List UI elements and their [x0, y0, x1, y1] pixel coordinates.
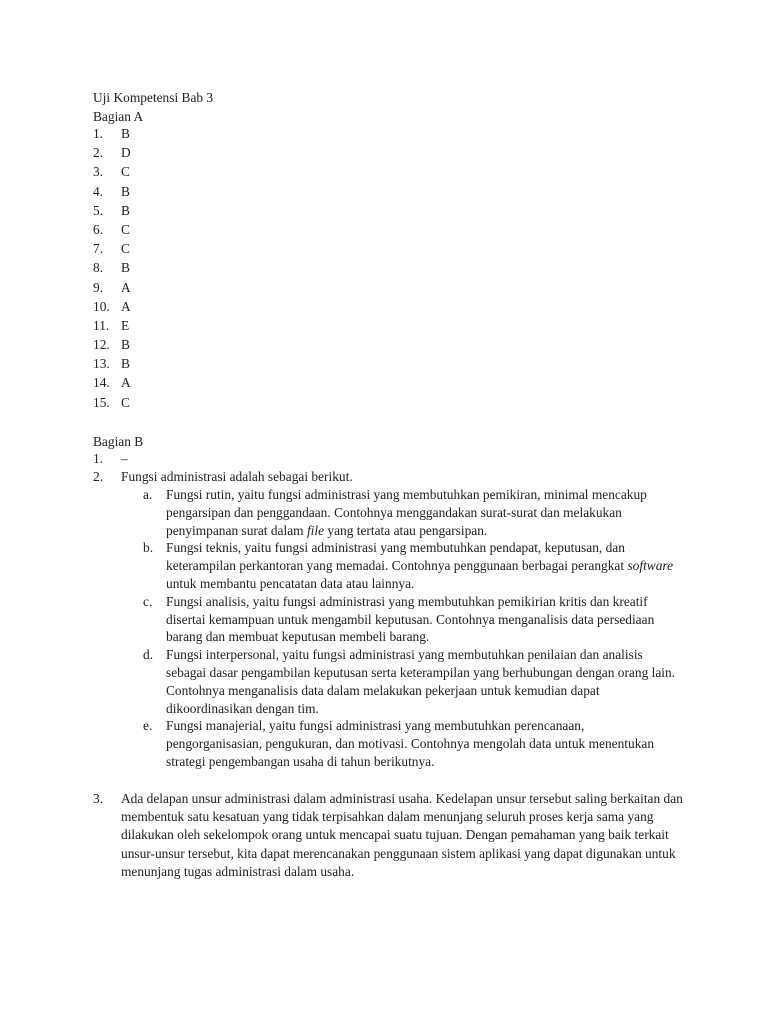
- sublist-italic-term: file: [306, 522, 325, 538]
- sublist-text: Fungsi rutin, yaitu fungsi administrasi yang membutuhkan pemikiran, minimal mencakup pengarsipan dan penggandaan. Contohnya menggandakan surat-surat dan melakukan penyimpanan surat dalam: [166, 487, 647, 538]
- item-answer: C: [121, 394, 130, 410]
- sublist-text: Fungsi manajerial, yaitu fungsi administrasi yang membutuhkan perencanaan, pengorganisasian, pengukuran, dan motivasi. Contohnya mengolah data untuk menentukan strategi pengembangan usaha di tahun berikutnya.: [166, 718, 655, 769]
- sublist-item: [143, 717, 683, 770]
- item-number: 1.: [93, 451, 104, 466]
- item-answer: A: [121, 375, 131, 391]
- item-answer: B: [121, 337, 130, 353]
- item-number: 1.: [93, 126, 104, 141]
- sublist-letter: a.: [143, 487, 153, 502]
- item-number: 6.: [93, 221, 104, 237]
- sublist-item: [143, 646, 683, 717]
- item-number: 2.: [93, 469, 104, 484]
- item-text: –: [121, 451, 128, 466]
- section-a-heading: Bagian A: [93, 109, 144, 124]
- item-number: 13.: [93, 356, 110, 372]
- sublist-letter: d.: [143, 647, 154, 663]
- item-number: 7.: [93, 241, 104, 257]
- sublist-text-end: yang tertata atau pengarsipan.: [324, 522, 488, 538]
- item-paragraph: Ada delapan unsur administrasi dalam administrasi usaha. Kedelapan unsur tersebut saling berkaitan dan membentuk satu kesatuan yang tidak terpisahkan dalam menunjang seluruh proses kerja sama yang dilakukan oleh sekelompok orang untuk mencapai suatu tujuan. Dengan pemahaman yang baik terkait unsur-unsur tersebut, kita dapat merencanakan penggunaan sistem aplikasi yang dapat digunakan untuk menunjang tugas administrasi dalam usaha.: [121, 791, 683, 879]
- sublist-letter: b.: [143, 540, 154, 556]
- item-answer: B: [121, 183, 130, 199]
- function-sublist: [143, 486, 683, 771]
- item-number: 5.: [93, 202, 104, 218]
- sublist-italic-term: software: [627, 558, 674, 574]
- sublist-text-end: untuk membantu pencatatan data atau lainnya.: [166, 575, 415, 591]
- item-answer: A: [121, 298, 131, 314]
- item-answer: C: [121, 241, 130, 257]
- item-answer: C: [121, 221, 130, 237]
- item-answer: B: [121, 260, 130, 276]
- item-answer: B: [121, 202, 130, 218]
- item-text: Fungsi administrasi adalah sebagai berikut.: [121, 469, 353, 484]
- item-answer: A: [121, 279, 131, 295]
- item-answer: B: [121, 126, 130, 141]
- item-number: 8.: [93, 260, 104, 276]
- sublist-item: [143, 593, 683, 646]
- item-answer: B: [121, 356, 130, 372]
- item-number: 11.: [93, 317, 110, 333]
- sublist-item: [143, 539, 683, 592]
- page-title: Uji Kompetensi Bab 3: [93, 90, 214, 105]
- sublist-item: [143, 486, 683, 539]
- sublist-text: Fungsi analisis, yaitu fungsi administrasi yang membutuhkan pemikirian kritis dan kreatif disertai kemampuan untuk mengambil keputusan. Contohnya menganalisis data persediaan barang dan membuat keputusan membeli barang.: [166, 593, 655, 645]
- item-answer: C: [121, 164, 130, 180]
- item-answer: D: [121, 145, 131, 161]
- item-number: 3.: [93, 791, 104, 806]
- item-number: 9.: [93, 279, 104, 295]
- item-answer: E: [121, 317, 130, 333]
- item-number: 15.: [93, 394, 110, 410]
- sublist-letter: c.: [143, 593, 153, 609]
- sublist-text: Fungsi teknis, yaitu fungsi administrasi yang membutuhkan pendapat, keputusan, dan keterampilan perkantoran yang memadai. Contohnya penggunaan berbagai perangkat: [166, 540, 628, 574]
- item-number: 14.: [93, 375, 110, 391]
- item-number: 4.: [93, 183, 104, 199]
- item-number: 10.: [93, 298, 110, 314]
- sublist-text: Fungsi interpersonal, yaitu fungsi administrasi yang membutuhkan penilaian dan analisis sebagai dasar pengambilan keputusan serta keterampilan yang berhubungan dengan orang lain. Contohnya menganalisis data dalam melakukan pekerjaan untuk kemudian dapat dikoordinasikan dengan tim.: [166, 647, 676, 716]
- item-number: 3.: [93, 164, 104, 180]
- item-number: 12.: [93, 337, 110, 353]
- sublist-letter: e.: [143, 718, 153, 734]
- section-b-heading: Bagian B: [93, 434, 144, 449]
- item-number: 2.: [93, 145, 104, 161]
- section-b-item-3: [93, 790, 683, 881]
